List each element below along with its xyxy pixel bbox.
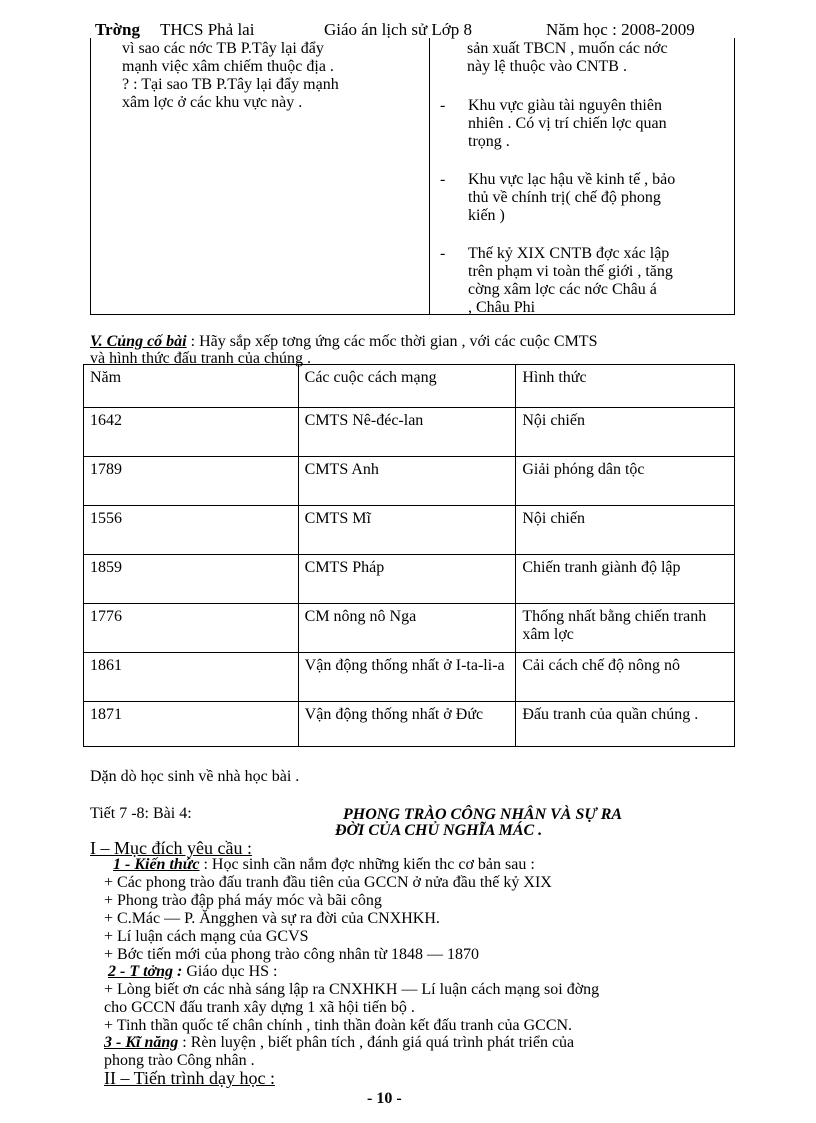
list-item: + Lí luận cách mạng của GCVS <box>104 928 309 945</box>
text-line: sản xuất TBCN , muốn các nớc <box>467 40 668 57</box>
header-school-label: Trờng <box>95 20 140 39</box>
text-line: trên phạm vi toàn thế giới , tăng <box>468 263 673 280</box>
thought-text: Giáo dục HS : <box>182 963 278 980</box>
table-cell: 1642 <box>84 408 299 457</box>
text-line: mạnh việc xâm chiếm thuộc địa . <box>122 58 334 75</box>
table-row <box>84 555 735 604</box>
bullet-dash: - <box>440 171 446 188</box>
events-table <box>83 364 735 747</box>
top-box-right-text <box>467 40 668 76</box>
text-line: cờng xâm lợc các nớc Châu á <box>468 281 657 298</box>
table-cell: CMTS Nê-đéc-lan <box>298 408 516 457</box>
header-school <box>95 20 140 40</box>
knowledge-list <box>104 874 552 964</box>
table-cell: 1789 <box>84 457 299 506</box>
table-cell: CM nông nô Nga <box>298 604 516 653</box>
list-item: + C.Mác — P. Ăngghen và sự ra đời của CNXHKH. <box>104 910 440 927</box>
list-item: + Phong trào đập phá máy móc và bãi công <box>104 892 382 909</box>
table-cell: CMTS Mĩ <box>298 506 516 555</box>
text-line: nhiên . Có vị trí chiến lợc quan <box>468 115 667 132</box>
table-cell: Vận động thống nhất ở I-ta-li-a <box>298 653 516 702</box>
table-cell: Đấu tranh của quần chúng . <box>516 702 735 747</box>
table-cell: 1556 <box>84 506 299 555</box>
lesson-label: Tiết 7 -8: Bài 4: <box>90 805 192 822</box>
text-line: thủ về chính trị( chế độ phong <box>468 189 661 206</box>
table-row <box>84 702 735 747</box>
thought-line <box>108 963 277 981</box>
header-school-name: THCS Phả lai <box>160 20 255 39</box>
table-cell: CMTS Anh <box>298 457 516 506</box>
header-cell: Năm <box>84 365 299 408</box>
table-cell: Nội chiến <box>516 506 735 555</box>
text-line: Khu vực giàu tài nguyên thiên <box>468 97 662 114</box>
table-cell: Cải cách chế độ nông nô <box>516 653 735 702</box>
list-item: + Tinh thần quốc tế chân chính , tinh thần đoàn kết đấu tranh của GCCN. <box>104 1017 573 1034</box>
table-cell: 1871 <box>84 702 299 747</box>
skill-text: : Rèn luyện , biết phân tích , đánh giá quá trình phát triển của <box>178 1034 575 1051</box>
table-cell: Nội chiến <box>516 408 735 457</box>
table-cell: 1861 <box>84 653 299 702</box>
header-subject: Giáo án lịch sử Lớp 8 <box>324 20 473 39</box>
consolidation-text: : Hãy sắp xếp tơng ứng các mốc thời gian , với các cuộc CMTS <box>186 333 598 350</box>
table-row <box>84 457 735 506</box>
lesson-title-1: PHONG TRÀO CÔNG NHÂN VÀ SỰ RA <box>343 806 623 823</box>
knowledge-text: : Học sinh cần nắm đợc những kiến thc cơ bản sau : <box>199 856 535 873</box>
skill-line <box>104 1034 574 1052</box>
knowledge-label: 1 - Kiến thức <box>113 856 200 873</box>
top-box-left-text <box>122 40 339 112</box>
header-cell: Các cuộc cách mạng <box>298 365 516 408</box>
list-item: + Các phong trào đấu tranh đầu tiên của GCCN ở nửa đầu thế kỷ XIX <box>104 874 552 891</box>
skill-label: 3 - Kĩ năng <box>104 1034 179 1051</box>
table-row <box>84 408 735 457</box>
bullet-dash: - <box>440 97 446 114</box>
list-item: + Lòng biết ơn các nhà sáng lập ra CNXHKH — Lí luận cách mạng soi đờng <box>104 981 600 998</box>
table-cell: Giải phóng dân tộc <box>516 457 735 506</box>
thought-label: 2 - T tởng <box>108 963 174 980</box>
bullet-dash: - <box>440 245 446 262</box>
list-item: + Bớc tiến mới của phong trào công nhân từ 1848 — 1870 <box>104 946 479 963</box>
consolidation-line <box>90 333 597 351</box>
header-cell: Hình thức <box>516 365 735 408</box>
text-line: này lệ thuộc vào CNTB . <box>467 58 627 75</box>
header-year: Năm học : 2008-2009 <box>546 20 695 39</box>
text-line: Khu vực lạc hậu về kinh tế , bảo <box>468 171 676 188</box>
text-line: vì sao các nớc TB P.Tây lại đẩy <box>122 40 324 57</box>
table-header-row <box>84 365 735 408</box>
text-line: xâm lợc ở các khu vực này . <box>122 94 303 111</box>
table-cell: Thống nhất bằng chiến tranh xâm lợc <box>516 604 735 653</box>
consolidation-text-2: và hình thức đấu tranh của chúng . <box>90 350 312 367</box>
knowledge-line <box>113 856 535 874</box>
text-line: kiến ) <box>468 207 505 224</box>
consolidation-label: V. Củng cố bài <box>90 333 187 350</box>
homework-text: Dặn dò học sinh về nhà học bài . <box>90 768 300 785</box>
page-number: - 10 - <box>367 1090 402 1107</box>
table-cell: Vận động thống nhất ở Đức <box>298 702 516 747</box>
table-row <box>84 604 735 653</box>
text-line: ? : Tại sao TB P.Tây lại đẩy mạnh <box>122 76 339 93</box>
thought-colon: : <box>173 963 183 980</box>
table-cell: CMTS Pháp <box>298 555 516 604</box>
table-row <box>84 653 735 702</box>
table-cell: 1859 <box>84 555 299 604</box>
thought-list <box>104 981 599 1035</box>
table-cell: Chiến tranh giành độ lập <box>516 555 735 604</box>
table-row <box>84 506 735 555</box>
section-1-heading: I – Mục đích yêu cầu : <box>90 838 252 858</box>
table-cell: 1776 <box>84 604 299 653</box>
text-line: Thế kỷ XIX CNTB đợc xác lập <box>468 245 670 262</box>
lesson-title-2: ĐỜI CỦA CHỦ NGHĨA MÁC . <box>335 822 543 839</box>
text-line: , Châu Phi <box>468 299 536 316</box>
section-2-heading: II – Tiến trình dạy học : <box>104 1068 275 1088</box>
skill-text-2: phong trào Công nhân . <box>104 1052 255 1069</box>
text-line: trọng . <box>468 133 510 150</box>
list-item: cho GCCN đấu tranh xây dựng 1 xã hội tiến bộ . <box>104 999 415 1016</box>
